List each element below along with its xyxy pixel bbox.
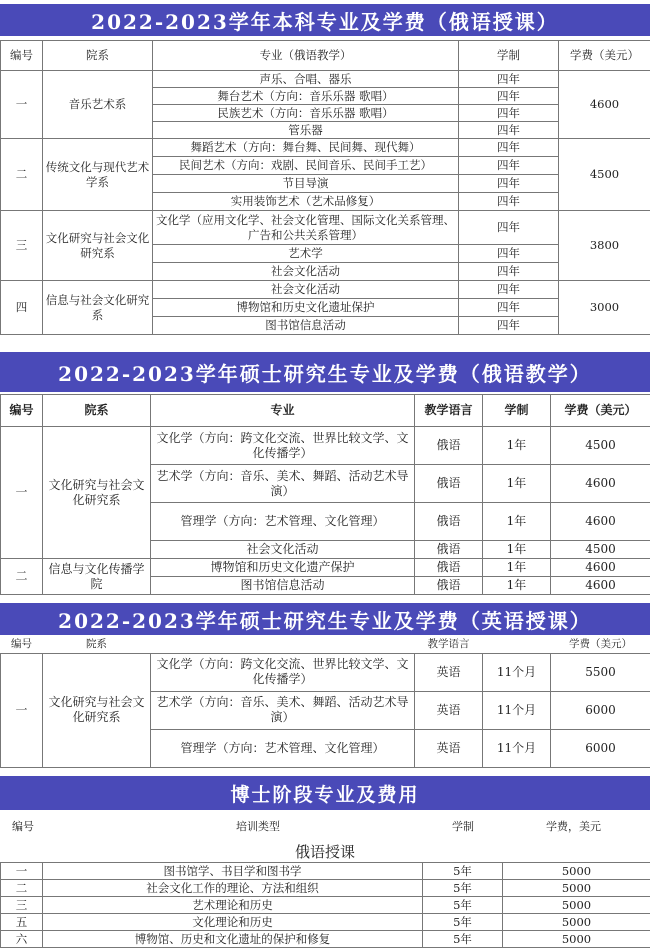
s4-h-dur: 学制 (452, 820, 474, 833)
duration: 四年 (459, 263, 559, 281)
s1-header-row (1, 41, 650, 71)
duration: 1年 (483, 577, 551, 595)
s4-h-num: 编号 (12, 820, 34, 833)
duration: 四年 (459, 193, 559, 211)
table-row (1, 427, 650, 465)
major: 管乐器 (153, 122, 459, 139)
table-row (1, 211, 650, 245)
num: 六 (1, 931, 43, 948)
major: 社会文化活动 (151, 541, 415, 559)
major: 管理学（方向：艺术管理、文化管理） (151, 729, 415, 767)
s1-title: 2022-2023学年本科专业及学费（俄语授课） (0, 4, 650, 36)
num: 五 (1, 914, 43, 931)
major: 实用装饰艺术（艺术品修复） (153, 193, 459, 211)
s2-table (0, 394, 650, 595)
duration: 四年 (459, 105, 559, 122)
s3-header-row (1, 636, 650, 653)
duration: 11个月 (483, 729, 551, 767)
s3-h-blank (151, 636, 415, 653)
duration: 1年 (483, 541, 551, 559)
duration: 四年 (459, 122, 559, 139)
language: 英语 (415, 691, 483, 729)
fee: 5000 (503, 897, 650, 914)
major: 文化学（应用文化学、社会文化管理、国际文化关系管理、广告和公共关系管理） (153, 211, 459, 245)
major: 节目导演 (153, 175, 459, 193)
fee: 4600 (551, 559, 650, 577)
language: 俄语 (415, 465, 483, 503)
fee: 5500 (551, 653, 650, 691)
table-row (1, 559, 650, 577)
s2-h-dept: 院系 (43, 395, 151, 427)
fee: 3800 (559, 211, 650, 281)
group-dept: 文化研究与社会文化研究系 (43, 211, 153, 281)
major: 图书馆信息活动 (153, 317, 459, 335)
table-row (1, 914, 650, 931)
table-row (1, 931, 650, 948)
group-dept: 信息与文化传播学院 (43, 559, 151, 595)
fee: 5000 (503, 880, 650, 897)
duration: 四年 (459, 211, 559, 245)
duration: 四年 (459, 245, 559, 263)
fee: 6000 (551, 729, 650, 767)
major: 艺术学 (153, 245, 459, 263)
group-dept: 文化研究与社会文化研究系 (43, 427, 151, 559)
group-dept: 音乐艺术系 (43, 71, 153, 139)
major: 管理学（方向：艺术管理、文化管理） (151, 503, 415, 541)
group-dept: 文化研究与社会文化研究系 (43, 653, 151, 767)
duration: 5年 (423, 897, 503, 914)
table-row (1, 880, 650, 897)
duration: 11个月 (483, 691, 551, 729)
num: 二 (1, 880, 43, 897)
s4-subheading: 俄语授课 (294, 843, 355, 861)
s3-h-num: 编号 (11, 637, 32, 650)
fee: 4600 (551, 465, 650, 503)
s2-h-fee: 学费（美元） (551, 395, 650, 427)
fee: 4500 (559, 139, 650, 211)
fee: 4600 (551, 503, 650, 541)
group-dept: 信息与社会文化研究系 (43, 281, 153, 335)
major: 图书馆信息活动 (151, 577, 415, 595)
table-row (1, 897, 650, 914)
fee: 5000 (503, 863, 650, 880)
num: 三 (1, 897, 43, 914)
language: 英语 (415, 729, 483, 767)
duration: 5年 (423, 931, 503, 948)
s3-title: 2022-2023学年硕士研究生专业及学费（英语授课） (0, 603, 650, 635)
table-row (1, 139, 650, 157)
major: 舞台艺术（方向：音乐乐器 歌唱） (153, 88, 459, 105)
major: 民间艺术（方向：戏剧、民间音乐、民间手工艺） (153, 157, 459, 175)
major: 文化学（方向：跨文化交流、世界比较文学、文化传播学） (151, 653, 415, 691)
training-type: 社会文化工作的理论、方法和组织 (43, 880, 423, 897)
major: 博物馆和历史文化遗址保护 (153, 299, 459, 317)
group-num: 一 (1, 71, 43, 139)
duration: 四年 (459, 88, 559, 105)
language: 俄语 (415, 577, 483, 595)
training-type: 图书馆学、书目学和图书学 (43, 863, 423, 880)
s1-h-dept: 院系 (43, 41, 153, 71)
s3-h-fee: 学费（美元） (569, 637, 632, 650)
major: 民族艺术（方向：音乐乐器 歌唱） (153, 105, 459, 122)
s2-header-row (1, 395, 650, 427)
duration: 四年 (459, 71, 559, 88)
s3-h-blank2 (483, 636, 551, 653)
group-num: 一 (1, 427, 43, 559)
s1-table (0, 40, 650, 335)
s3-table (0, 636, 650, 768)
s4-header-row (0, 818, 650, 834)
table-row (1, 71, 650, 88)
group-num: 二 (1, 559, 43, 595)
fee: 4500 (551, 427, 650, 465)
language: 俄语 (415, 503, 483, 541)
group-num: 二 (1, 139, 43, 211)
major: 文化学（方向：跨文化交流、世界比较文学、文化传播学） (151, 427, 415, 465)
major: 艺术学（方向：音乐、美术、舞蹈、活动艺术导演） (151, 691, 415, 729)
duration: 四年 (459, 299, 559, 317)
duration: 1年 (483, 559, 551, 577)
s1-h-num: 编号 (1, 41, 43, 71)
duration: 四年 (459, 175, 559, 193)
duration: 11个月 (483, 653, 551, 691)
duration: 1年 (483, 427, 551, 465)
major: 艺术学（方向：音乐、美术、舞蹈、活动艺术导演） (151, 465, 415, 503)
s2-h-lang: 教学语言 (415, 395, 483, 427)
group-num: 三 (1, 211, 43, 281)
language: 英语 (415, 653, 483, 691)
s1-h-dur: 学制 (459, 41, 559, 71)
major: 社会文化活动 (153, 263, 459, 281)
fee: 4600 (551, 577, 650, 595)
duration: 5年 (423, 863, 503, 880)
group-num: 一 (1, 653, 43, 767)
s4-h-type: 培训类型 (236, 820, 280, 833)
table-row (1, 281, 650, 299)
s4-table (0, 862, 650, 948)
table-row (1, 863, 650, 880)
training-type: 博物馆、历史和文化遗址的保护和修复 (43, 931, 423, 948)
s4-title: 博士阶段专业及费用 (0, 776, 650, 810)
fee: 5000 (503, 931, 650, 948)
fee: 4600 (559, 71, 650, 139)
duration: 四年 (459, 139, 559, 157)
major: 舞蹈艺术（方向：舞台舞、民间舞、现代舞） (153, 139, 459, 157)
s2-h-major: 专业 (151, 395, 415, 427)
duration: 1年 (483, 465, 551, 503)
major: 社会文化活动 (153, 281, 459, 299)
s2-title: 2022-2023学年硕士研究生专业及学费（俄语教学） (0, 352, 650, 392)
training-type: 艺术理论和历史 (43, 897, 423, 914)
fee: 5000 (503, 914, 650, 931)
training-type: 文化理论和历史 (43, 914, 423, 931)
duration: 四年 (459, 281, 559, 299)
s2-h-dur: 学制 (483, 395, 551, 427)
language: 俄语 (415, 541, 483, 559)
group-dept: 传统文化与现代艺术学系 (43, 139, 153, 211)
major: 声乐、合唱、器乐 (153, 71, 459, 88)
duration: 5年 (423, 914, 503, 931)
s1-h-major: 专业（俄语教学） (153, 41, 459, 71)
language: 俄语 (415, 427, 483, 465)
s4-h-fee: 学费，美元 (546, 820, 601, 833)
group-num: 四 (1, 281, 43, 335)
s2-h-num: 编号 (1, 395, 43, 427)
table-row (1, 653, 650, 691)
s3-h-dept: 院系 (86, 637, 107, 650)
s3-h-lang: 教学语言 (427, 637, 470, 650)
fee: 6000 (551, 691, 650, 729)
language: 俄语 (415, 559, 483, 577)
duration: 1年 (483, 503, 551, 541)
duration: 5年 (423, 880, 503, 897)
num: 一 (1, 863, 43, 880)
major: 博物馆和历史文化遗产保护 (151, 559, 415, 577)
fee: 3000 (559, 281, 650, 335)
s1-h-fee: 学费（美元） (559, 41, 650, 71)
duration: 四年 (459, 157, 559, 175)
fee: 4500 (551, 541, 650, 559)
duration: 四年 (459, 317, 559, 335)
